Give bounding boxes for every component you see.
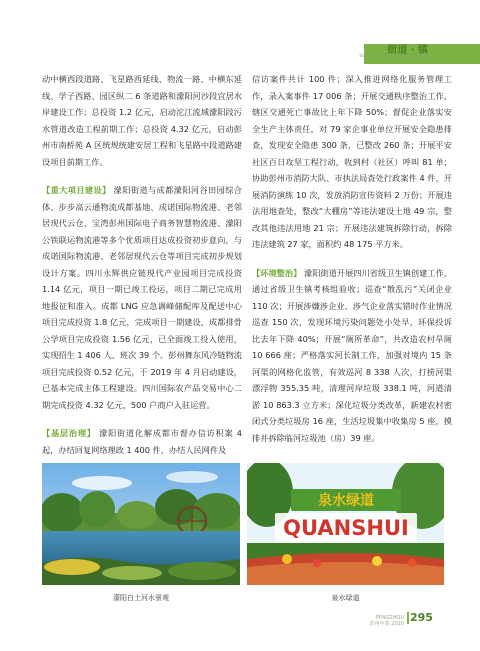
right-column: [252, 71, 452, 458]
left-paragraph-3-text: 濛阳街道化解成都市督办信访积案 4 起，办结回复网络理政 1 400 件，办结人民网件及: [42, 428, 242, 455]
right-photo-caption: 泉水绿道: [331, 594, 360, 602]
page-number: 295: [410, 611, 433, 624]
left-photo-caption: 濛阳白土河水景观: [113, 594, 169, 602]
quanshui-greenway-photo: [247, 463, 444, 585]
yearbook-logo-line-2: 彭州年鉴 2020: [369, 621, 404, 627]
right-paragraph-1: 信访案件共计 100 件；深入推进网络化服务管理工作，录入案事件 17 006 条；开展交通秩序整治工作，辖区交通死亡事故比上年下降 50%；督促企业落实安全生产主体责任，对 79 家企事业单位开展安全隐患排查，发现安全隐患 300 条，已整改 260 条；开展平安社区百日攻坚工程行动，收到村（社区）呼叫 81 单；协助彭州市消防大队、市执法局查处行政案件 4 件，开展消防演练 10 次，发放消防宣传资料 2 万份；开展违法用地查处，整改“大棚房”等违法建设土地 49 宗，整改其他违法用地 21 宗；开展违法建筑拆除行动，拆除违法建筑 27 家，面积约 48 175 平方米。: [252, 74, 452, 249]
tag-environment: 【环境整治】: [252, 267, 302, 278]
left-paragraph-2: [42, 182, 242, 413]
right-paragraph-2: [252, 265, 452, 447]
page-number-bar: [407, 612, 409, 624]
section-subtitle: SUB-DISTRICTS AND TOWNS: [359, 54, 428, 59]
sign-main-text: QUANSHUI: [283, 516, 409, 540]
tag-grassroots: 【基层治理】: [42, 428, 96, 438]
tag-major-projects: 【重大项目建设】: [42, 185, 111, 195]
left-paragraph-2-text: 濛阳街道与成都濛阳河谷田园综合体、步步高云通物流成都基地、成诺国际物流港、老邻居现代云仓、宝湾彭州国际电子商务智慧物流港、濛阳公铁联运物流港等多个优质项目达成投资初步意向，与成诺国际物流港、老邻居现代云仓等项目完成初步规划设计方案。四川永辉供应链现代产业园项目完成投资 1.14 亿元，项目一期已竣工投运，项目二期已完成用地报征和准入。成都 LNG 应急调峰储配库及配送中心项目完成投资 1.8 亿元，完成项目一期建设，成都排骨公学项目完成投资 1.56 亿元，已全面竣工投入使用，实现招生 1 406 人、班次 39 个。彭州舞东风冷链物流项目完成投资 0.52 亿元，于 2019 年 4 月启动建设，已基本完成主体工程建设。四川国际农产品交易中心二期完成投资 4.32 亿元，500 户商户入驻运营。: [42, 185, 242, 410]
river-landscape-photo: [42, 463, 240, 585]
right-paragraph-2-text: 濛阳街道开展四川省级卫生镇创建工作，通过省级卫生镇考核组验收；巡查“散乱污”关闭企业 110 次；开展涉嫌涉企业、涉气企业落实错时作业情况巡查 150 次，发现环境污染问题处小处早，环保投诉比去年下降 40%；开展“厕所革命”，共改造农村旱厕 10 666 座；严格落实河长制工作，加强对境内 15 条河渠的网格化监管，有效巡河 8 338 人次，打捞河渠漂浮物 355.35 吨，清理河岸垃圾 338.1 吨，河道清淤 10 863.3 立方米；深化垃圾分类改革，新建农村密闭式分类垃圾房 16 座，生活垃圾集中收集房 5 座，摸排并拆除临河垃圾池（房）39 座。: [252, 267, 452, 443]
left-paragraph-1: 动中横西段道路、飞星路西延线、物流一路、中横东延线、学子西路、园区纵二 6 条道路和濛阳河沙段宜居水岸建设工作；总投资 1.2 亿元，启动沱江流域濛阳段污水管道改造工程前期工作；总投资 4.32 亿元，启动彭州市南桥苑 A 区统规统建安居工程和飞星路中段道路建设项目前期工作。: [42, 74, 242, 167]
sign-top-text: 泉水绿道: [318, 493, 374, 509]
left-column: [42, 71, 242, 470]
yearbook-logo-line-1: PENGZHOU: [375, 615, 404, 621]
left-paragraph-3: [42, 425, 242, 458]
yearbook-logo: [348, 615, 404, 627]
section-title: 街道 · 镇: [387, 45, 428, 56]
